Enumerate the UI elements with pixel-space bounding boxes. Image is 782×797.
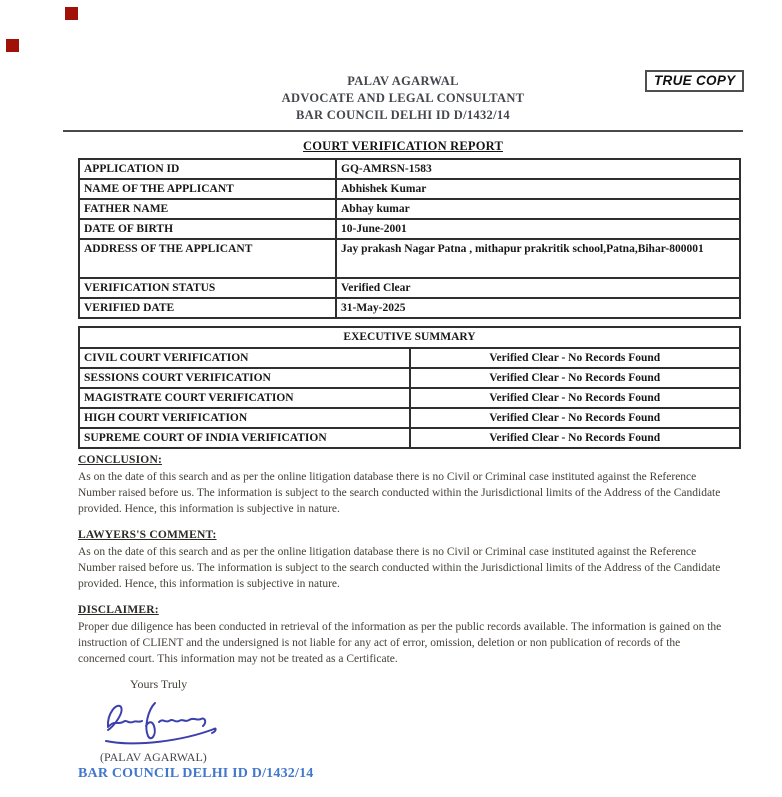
salutation: Yours Truly [130,677,188,691]
red-mark-icon [65,7,78,20]
row-value: Verified Clear [336,278,740,298]
table-header-row [79,327,740,348]
row-label: FATHER NAME [79,199,336,219]
applicant-details-table [78,158,741,319]
row-value: Jay prakash Nagar Patna , mithapur prakritik school,Patna,Bihar-800001 [336,239,740,278]
advocate-designation: ADVOCATE AND LEGAL CONSULTANT [281,91,525,105]
row-value: Abhay kumar [336,199,740,219]
row-label: SESSIONS COURT VERIFICATION [79,368,410,388]
summary-table-title: EXECUTIVE SUMMARY [79,327,740,348]
true-copy-stamp: TRUE COPY [645,70,744,92]
table-row [79,278,740,298]
section-heading: DISCLAIMER: [78,604,159,616]
row-label: VERIFICATION STATUS [79,278,336,298]
table-row [79,219,740,239]
disclaimer-section [78,604,730,667]
row-label: SUPREME COURT OF INDIA VERIFICATION [79,428,410,448]
table-row [79,428,740,448]
table-row [79,199,740,219]
section-body: Proper due diligence has been conducted in retrieval of the information as per the public records available. The information is gained on the instruction of CLIENT and the undersigned is not liable for any act of error, omission, deletion or non publication of records of the concerned court. This information may not be treated as a Certificate. [78,621,722,665]
row-label: NAME OF THE APPLICANT [79,179,336,199]
row-label: MAGISTRATE COURT VERIFICATION [79,388,410,408]
page-title: COURT VERIFICATION REPORT [303,139,503,153]
section-heading: CONCLUSION: [78,454,162,466]
table-row [79,368,740,388]
section-heading: LAWYERS'S COMMENT: [78,529,217,541]
table-row [79,179,740,199]
table-row [79,408,740,428]
executive-summary-table [78,326,741,449]
table-row [79,348,740,368]
advocate-bar-id: BAR COUNCIL DELHI ID D/1432/14 [296,108,510,122]
row-value: Verified Clear - No Records Found [410,388,741,408]
lawyers-comment-section [78,529,730,592]
bar-council-id-line: BAR COUNCIL DELHI ID D/1432/14 [78,766,314,781]
signatory-name: (PALAV AGARWAL) [100,750,207,764]
row-label: DATE OF BIRTH [79,219,336,239]
table-row [79,388,740,408]
table-row [79,159,740,179]
document-page [63,0,743,782]
row-value: GQ-AMRSN-1583 [336,159,740,179]
letterhead [63,0,743,124]
row-label: HIGH COURT VERIFICATION [79,408,410,428]
row-value: Verified Clear - No Records Found [410,428,741,448]
row-value: Abhishek Kumar [336,179,740,199]
table-row [79,298,740,318]
row-value: 10-June-2001 [336,219,740,239]
advocate-name: PALAV AGARWAL [347,74,459,88]
signature-image [98,696,228,748]
row-value: Verified Clear - No Records Found [410,368,741,388]
table-row [79,239,740,278]
section-body: As on the date of this search and as per the online litigation database there is no Civil or Criminal case instituted against the Reference Number raised before us. The information is subject to the search conducted within the Jurisdictional limits of the Address of the Candidate provided. Hence, this information is subjective in nature. [78,546,721,590]
red-mark-icon [6,39,19,52]
row-value: 31-May-2025 [336,298,740,318]
row-value: Verified Clear - No Records Found [410,348,741,368]
row-label: ADDRESS OF THE APPLICANT [79,239,336,278]
header-divider [63,130,743,132]
row-label: CIVIL COURT VERIFICATION [79,348,410,368]
row-value: Verified Clear - No Records Found [410,408,741,428]
row-label: APPLICATION ID [79,159,336,179]
section-body: As on the date of this search and as per the online litigation database there is no Civil or Criminal case instituted against the Reference Number raised before us. The information is subject to the search conducted within the Jurisdictional limits of the Address of the Candidate provided. Hence, this information is subjective in nature. [78,471,721,515]
row-label: VERIFIED DATE [79,298,336,318]
conclusion-section [78,454,730,517]
